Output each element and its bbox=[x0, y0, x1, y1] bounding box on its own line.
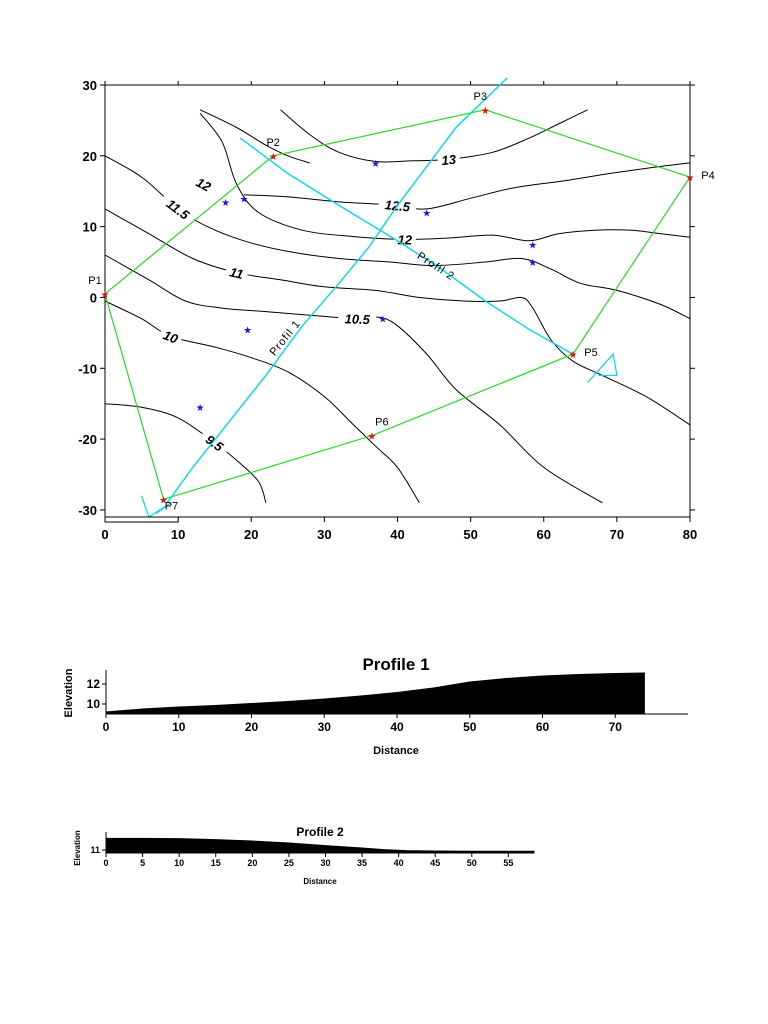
contour-label: 13 bbox=[440, 151, 457, 169]
boundary-polygon bbox=[105, 110, 690, 500]
contour-line bbox=[200, 110, 310, 163]
x-tick-label: 10 bbox=[174, 858, 185, 868]
x-tick-label: 30 bbox=[317, 527, 332, 542]
station-label: P1 bbox=[88, 274, 102, 287]
station-point: ★ bbox=[367, 431, 377, 443]
x-tick-label: 0 bbox=[103, 858, 109, 868]
contour-label: 9.5 bbox=[202, 431, 227, 455]
contour-label: 12 bbox=[193, 174, 214, 195]
profile-chart-1 bbox=[63, 655, 688, 757]
x-tick-label: 55 bbox=[503, 858, 514, 868]
x-tick-label: 50 bbox=[463, 720, 477, 734]
contour-line bbox=[105, 301, 419, 503]
y-axis-label: Elevation bbox=[73, 830, 82, 866]
sample-point-star: ★ bbox=[371, 158, 381, 170]
x-axis-label: Distance bbox=[373, 745, 419, 757]
y-tick-label: 12 bbox=[86, 677, 100, 692]
contour-label: 12 bbox=[397, 232, 413, 248]
profile-area bbox=[106, 673, 644, 714]
sample-point-star: ★ bbox=[239, 194, 249, 206]
station-label: P3 bbox=[473, 90, 487, 103]
station-label: P4 bbox=[701, 170, 715, 183]
station-point: ★ bbox=[100, 289, 110, 301]
x-tick-label: 80 bbox=[682, 527, 698, 542]
profile-area bbox=[106, 838, 534, 853]
profile-line-label: Profil 2 bbox=[414, 250, 457, 284]
x-tick-label: 60 bbox=[536, 527, 551, 542]
y-tick-label: -20 bbox=[78, 432, 97, 448]
contour-line bbox=[200, 113, 690, 241]
station-point: ★ bbox=[480, 105, 490, 117]
contour-label: 11.5 bbox=[163, 196, 193, 223]
profile-chart-2 bbox=[73, 825, 534, 886]
x-tick-label: 50 bbox=[466, 858, 477, 868]
y-tick-label: -30 bbox=[78, 502, 97, 518]
profile-title: Profile 1 bbox=[362, 655, 430, 674]
x-tick-label: 30 bbox=[317, 720, 331, 734]
contour-line bbox=[244, 163, 690, 209]
x-tick-label: 40 bbox=[390, 720, 404, 734]
y-tick-label: 10 bbox=[82, 219, 97, 235]
station-label: P6 bbox=[375, 416, 389, 429]
x-tick-label: 15 bbox=[210, 858, 221, 868]
contour-label: 10 bbox=[161, 327, 181, 347]
y-tick-label: 0 bbox=[89, 290, 97, 306]
station-label: P5 bbox=[584, 347, 598, 360]
y-tick-label: 20 bbox=[82, 148, 97, 164]
station-point: ★ bbox=[268, 151, 278, 163]
contour-line bbox=[105, 255, 602, 503]
contour-line bbox=[105, 404, 266, 503]
station-point: ★ bbox=[159, 495, 168, 507]
contour-label: 12.5 bbox=[384, 197, 411, 215]
sample-point-star: ★ bbox=[528, 258, 538, 270]
x-tick-label: 30 bbox=[320, 858, 331, 868]
x-tick-label: 20 bbox=[244, 527, 259, 542]
x-tick-label: 5 bbox=[140, 858, 146, 868]
x-tick-label: 10 bbox=[170, 527, 186, 542]
sample-point-star: ★ bbox=[195, 403, 205, 415]
y-tick-label: 10 bbox=[86, 697, 100, 712]
y-tick-label: 11 bbox=[90, 845, 100, 856]
station-point: ★ bbox=[685, 173, 695, 185]
map-frame bbox=[105, 85, 690, 517]
x-tick-label: 70 bbox=[609, 527, 625, 542]
station-point: ★ bbox=[568, 350, 578, 362]
station-label: P2 bbox=[266, 136, 280, 149]
x-tick-label: 35 bbox=[357, 858, 368, 868]
x-tick-label: 40 bbox=[393, 858, 404, 868]
contour-line bbox=[281, 110, 588, 162]
x-tick-label: 60 bbox=[535, 720, 550, 734]
sample-point-star: ★ bbox=[378, 314, 388, 326]
x-tick-label: 20 bbox=[244, 720, 259, 734]
station-label: P7 bbox=[164, 500, 179, 513]
sample-point-star: ★ bbox=[528, 240, 538, 252]
y-tick-label: 30 bbox=[82, 78, 97, 93]
x-tick-label: 20 bbox=[247, 858, 258, 868]
sample-point-star: ★ bbox=[243, 325, 253, 337]
x-tick-label: 0 bbox=[101, 527, 109, 542]
x-axis-label: Distance bbox=[303, 877, 337, 886]
y-axis-label: Elevation bbox=[63, 668, 75, 718]
x-tick-label: 25 bbox=[283, 858, 294, 868]
scale-bar bbox=[105, 517, 178, 522]
x-tick-label: 0 bbox=[102, 720, 110, 734]
x-tick-label: 50 bbox=[463, 527, 478, 542]
contour-label: 10.5 bbox=[344, 311, 371, 328]
profile-title: Profile 2 bbox=[296, 825, 344, 839]
profile-line-label: Profil 1 bbox=[267, 317, 304, 359]
x-tick-label: 45 bbox=[430, 858, 441, 868]
sample-point-star: ★ bbox=[422, 208, 432, 220]
x-tick-label: 10 bbox=[172, 720, 186, 734]
x-tick-label: 40 bbox=[390, 527, 405, 542]
x-tick-label: 70 bbox=[608, 720, 622, 734]
y-tick-label: -10 bbox=[78, 361, 97, 377]
sample-point-star: ★ bbox=[221, 197, 231, 209]
contour-map bbox=[78, 78, 715, 542]
contour-label: 11 bbox=[228, 264, 245, 283]
